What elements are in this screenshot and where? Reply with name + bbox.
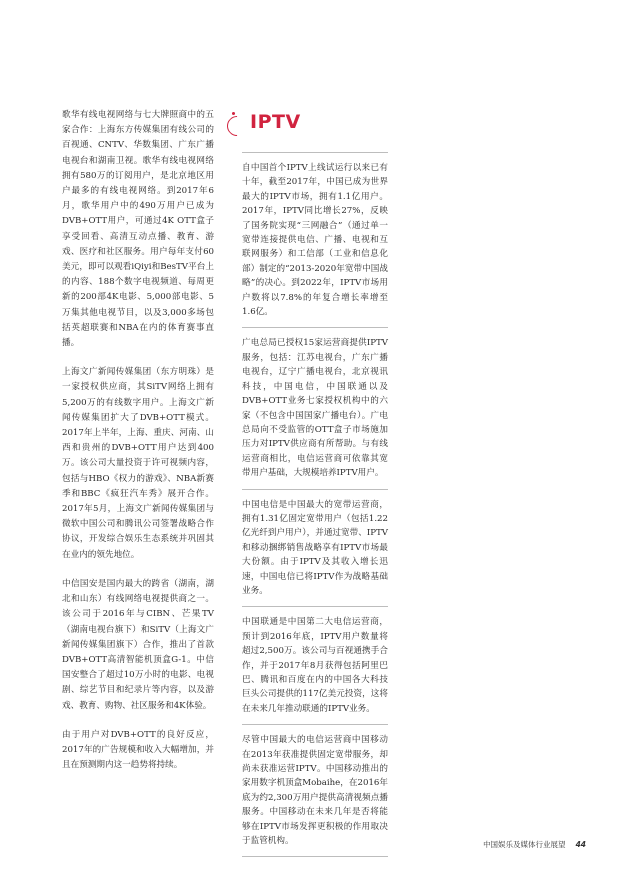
china-mobile-box: 尽管中国最大的电信运营商中国移动在2013年获准提供固定宽带服务，却尚未获准运营IPTV。中国移动推出的家用数字机顶盒Mobaihe，在2016年底为约2,300万用户提供高清视频点播服务。中国移动在未来几年是否将能够在IPTV市场发挥更积极的作用取决于监管机构。 <box>242 724 388 857</box>
paragraph-advertising: 由于用户对DVB+OTT的良好反应，2017年的广告规模和收入大幅增加，并且在预测期内这一趋势将持续。 <box>62 729 214 771</box>
publication-title: 中国娱乐及媒体行业展望 <box>483 840 566 849</box>
page-number: 44 <box>575 840 586 849</box>
section-title: IPTV <box>250 111 301 133</box>
page-footer <box>483 839 586 850</box>
sarft-licensing-box: 广电总局已授权15家运营商提供IPTV服务，包括：江苏电视台，广东广播电视台，辽宁广播电视台，北京视讯科技，中国电信，中国联通以及DVB+OTT业务七家授权机构中的六家（不包含中国国家广播电台）。广电总局向不受监管的OTT盒子市场施加压力对IPTV供应商有所帮助。与有线运营商相比，电信运营商可依靠其宽带用户基础，大规模培养IPTV用户。 <box>242 327 388 488</box>
section-marker-icon <box>223 112 251 140</box>
iptv-overview-box: 自中国首个IPTV上线试运行以来已有十年，截至2017年，中国已成为世界最大的IPTV市场，拥有1.1亿用户。2017年，IPTV同比增长27%，反映了国务院实现“三网融合”（通过单一宽带连接提供电信、广播、电视和互联网服务）和工信部（工业和信息化部）制定的“2013-2020年宽带中国战略”的决心。到2022年，IPTV市场用户数将以7.8%的年复合增长率增至1.6亿。 <box>242 152 388 327</box>
left-column <box>62 108 214 787</box>
paragraph-citic-guoan: 中信国安是国内最大的跨省（湖南，湖北和山东）有线网络电视提供商之一。该公司于2016年与CIBN、芒果TV（湖南电视台旗下）和SiTV（上海文广新闻传媒集团旗下）合作，推出了首款DVB+OTT高清智能机顶盒G-1。中信国安整合了超过10万小时的电影、电视剧、综艺节目和纪录片等内容，以及游戏、教育、购物、社区服务和4K体验。 <box>62 578 214 711</box>
paragraph-gehua: 歌华有线电视网络与七大牌照商中的五家合作：上海东方传媒集团有线公司的百视通、CNTV、华数集团、广东广播电视台和湖南卫视。歌华有线电视网络拥有580万的订阅用户，是北京地区用户最多的有线电视网络。到2017年6月，歌华用户中的490万用户已成为DVB+OTT用户，可通过4K OTT盒子享受回看、高清互动点播、教育、游戏、医疗和社区服务。用户每年支付60美元，即可以观看iQiyi和BesTV平台上的内容、188个数字电视频道、每周更新的200部4K电影、5,000部电影、5万集其他电视节目，以及3,000多场包括英超联赛和NBA在内的体育赛事直播。 <box>62 110 214 349</box>
paragraph-smg: 上海文广新闻传媒集团（东方明珠）是一家授权供应商，其SiTV网络上拥有5,200万的有线数字用户。上海文广新闻传媒集团扩大了DVB+OTT模式。2017年上半年，上海、重庆、河南、山西和贵州的DVB+OTT用户达到400万。该公司大量投资于许可视频内容，包括与HBO《权力的游戏》、NBA新赛季和BBC《疯狂汽车秀》展开合作。2017年5月，上海文广新闻传媒集团与微软中国公司和腾讯公司签署战略合作协议，开发综合娱乐生态系统并巩固其在业内的领先地位。 <box>62 367 214 560</box>
section-marker-dot-icon <box>232 112 235 115</box>
right-column <box>242 108 388 857</box>
china-unicom-box: 中国联通是中国第二大电信运营商，预计到2016年底，IPTV用户数量将超过2,500万。该公司与百视通携手合作，并于2017年8月获得包括阿里巴巴、腾讯和百度在内的中国各大科技巨头公司提供的117亿美元投资，这将在未来几年推动联通的IPTV业务。 <box>242 606 388 724</box>
section-header <box>242 108 388 142</box>
china-telecom-box: 中国电信是中国最大的宽带运营商，拥有1.31亿固定宽带用户（包括1.22亿光纤到户用户），并通过宽带、IPTV和移动捆绑销售战略享有IPTV市场最大份额。由于IPTV及其收入增长迅速，中国电信已将IPTV作为战略基础业务。 <box>242 489 388 607</box>
